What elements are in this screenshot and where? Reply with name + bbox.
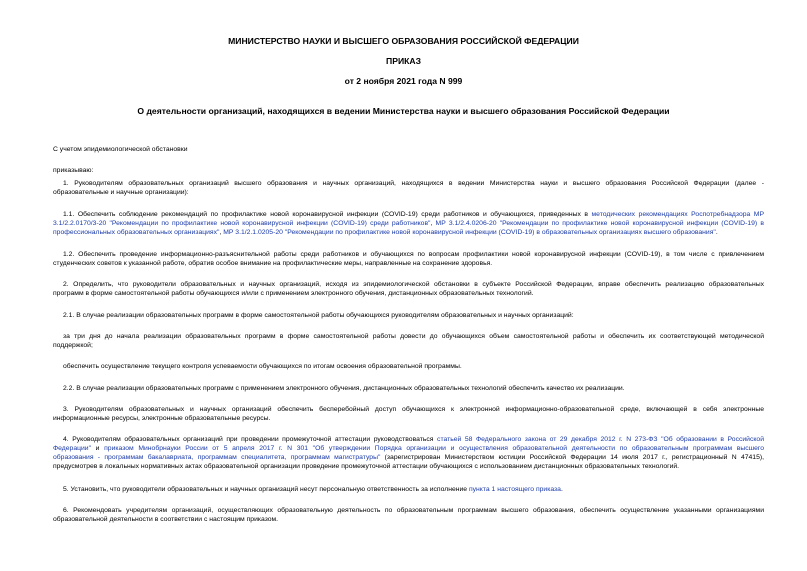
paragraph-6-line-1: 6. Рекомендовать учредителям организаций, осуществляющих образовательную деятельность по образовательным программам высшего образования, обеспечить осуществление указанными организациями [63, 507, 764, 514]
preamble: С учетом эпидемиологической обстановки [53, 146, 188, 153]
paragraph-2-1-a-line-1: за три дня до начала реализации образовательных программ в форме самостоятельной работы довести до обучающихся объем самостоятельной работы и обеспечить их соответствующей методической [63, 333, 764, 340]
paragraph-1-1-line-2: 3.1/2.2.0170/3-20 "Рекомендации по профилактике новой коронавирусной инфекции (COVID-19) среди работников", МР 3.1/2.4.0206-20 "Рекомендации по профилактике новой коронавирусной инфекции (COVID-19) в [53, 220, 764, 227]
paragraph-2-line-2: программ в форме самостоятельной работы обучающихся и/или с применением электронного обучения, дистанционных образовательных технологий. [53, 290, 534, 297]
order-word: приказываю: [53, 167, 94, 174]
link-mr-0206-cont[interactable]: профессиональных образовательных организациях" [53, 229, 220, 236]
paragraph-2-line-1: 2. Определить, что руководители образовательных и научных организаций, исходя из эпидемиологической обстановки в субъекте Российской Федерации, вправе обеспечить реализацию образовательных [63, 281, 764, 288]
paragraph-4-line-3: образования - программам бакалавриата, программам специалитета, программам магистратуры" (зарегистрирован Министерством юстиции Российской Федерации 14 июля 2017 г., регистрационный N 47415), [53, 454, 764, 461]
link-order-301-cont[interactable]: образования - программам бакалавриата, программам специалитета, программам магистратуры" [53, 454, 381, 461]
paragraph-1-1-line-3: профессиональных образовательных организациях", МР 3.1/2.1.0205-20 "Рекомендации по профилактике новой коронавирусной инфекции (COVID-19) в образовательных организациях высшего образования". [53, 229, 718, 236]
paragraph-2-2: 2.2. В случае реализации образовательных программ с применением электронного обучения, дистанционных образовательных технологий обеспечить качество их реализации. [63, 385, 625, 392]
paragraph-2-1: 2.1. В случае реализации образовательных программ в форме самостоятельной работы обучающихся руководителям образовательных и научных организаций: [63, 312, 574, 319]
paragraph-1-line-1: 1. Руководителям образовательных организаций высшего образования и научных организаций, находящихся в ведении Министерства науки и высшего образования Российской Федерации (далее - [63, 180, 764, 187]
paragraph-1-2-line-2: студенческих советов к указанной работе, обратив особое внимание на профилактические меры, направленные на сохранение здоровья. [53, 260, 493, 267]
paragraph-2-1-a-line-2: поддержкой; [53, 342, 93, 349]
paragraph-4-line-4: предусмотрев в локальных нормативных актах образовательной организации проведение промежуточной аттестации обучающихся с использованием дистанционных образовательных технологий. [53, 463, 680, 470]
paragraph-3-line-1: 3. Руководителям образовательных и научных организаций обеспечить бесперебойный доступ обучающихся к электронной информационно-образовательной среде, включающей в себя электронные [63, 406, 764, 413]
link-mr-0206[interactable]: МР 3.1/2.4.0206-20 "Рекомендации по профилактике новой коронавирусной инфекции (COVID-19) в [435, 220, 764, 227]
ministry-heading: МИНИСТЕРСТВО НАУКИ И ВЫСШЕГО ОБРАЗОВАНИЯ РОССИЙСКОЙ ФЕДЕРАЦИИ [228, 36, 579, 46]
paragraph-2-1-b: обеспечить осуществление текущего контроля успеваемости обучающихся по итогам освоения образовательной программы. [63, 363, 462, 370]
link-clause-1[interactable]: пункта 1 настоящего приказа [468, 486, 561, 493]
paragraph-4-line-2: Федерации" и приказом Минобрнауки России от 5 апреля 2017 г. N 301 "Об утверждении Порядка организации и осуществления образовательной деятельности по образовательным программам высшего [53, 445, 764, 452]
link-article-58-law-273-cont[interactable]: Федерации" [53, 445, 92, 452]
link-order-301[interactable]: приказом Минобрнауки России от 5 апреля 2017 г. N 301 "Об утверждении Порядка организации и осуществления образовательной деятельности по образовательным программам высшего [104, 445, 764, 452]
document-date-number: от 2 ноября 2021 года N 999 [344, 76, 463, 86]
paragraph-5: 5. Установить, что руководители образовательных и научных организаций несут персональную ответственность за исполнение пункта 1 настоящего приказа. [63, 486, 563, 493]
document-type: ПРИКАЗ [386, 56, 421, 66]
paragraph-4-line-1: 4. Руководителям образовательных организаций при проведении промежуточной аттестации руководствоваться статьей 58 Федерального закона от 29 декабря 2012 г. N 273-ФЗ "Об образовании в Российской [63, 436, 764, 443]
paragraph-3-line-2: информационные ресурсы, электронные образовательные ресурсы. [53, 415, 271, 422]
link-methodical-recommendations[interactable]: методических рекомендациях Роспотребнадзора МР [591, 211, 764, 218]
link-article-58-law-273[interactable]: статьей 58 Федерального закона от 29 декабря 2012 г. N 273-ФЗ "Об образовании в Российской [437, 436, 764, 443]
link-mr-0170[interactable]: 3.1/2.2.0170/3-20 "Рекомендации по профилактике новой коронавирусной инфекции (COVID-19) среди работников" [53, 220, 431, 227]
document-title: О деятельности организаций, находящихся в ведении Министерства науки и высшего образования Российской Федерации [137, 106, 670, 116]
paragraph-6-line-2: образовательной деятельности в соответствии с настоящим приказом. [53, 516, 279, 523]
link-mr-0205[interactable]: МР 3.1/2.1.0205-20 "Рекомендации по профилактике новой коронавирусной инфекции (COVID-19) в образовательных организациях высшего образования" [223, 229, 716, 236]
paragraph-1-line-2: образовательные и научные организации): [53, 189, 189, 196]
paragraph-1-2-line-1: 1.2. Обеспечить проведение информационно-разъяснительной работы среди работников и обучающихся по вопросам профилактики новой коронавирусной инфекции (COVID-19), в том числе с привлечением [63, 251, 764, 258]
paragraph-1-1-line-1: 1.1. Обеспечить соблюдение рекомендаций по профилактике новой коронавирусной инфекции (COVID-19) среди работников и обучающихся, приведенных в методических рекомендациях Роспотребнадзора МР [63, 211, 764, 218]
